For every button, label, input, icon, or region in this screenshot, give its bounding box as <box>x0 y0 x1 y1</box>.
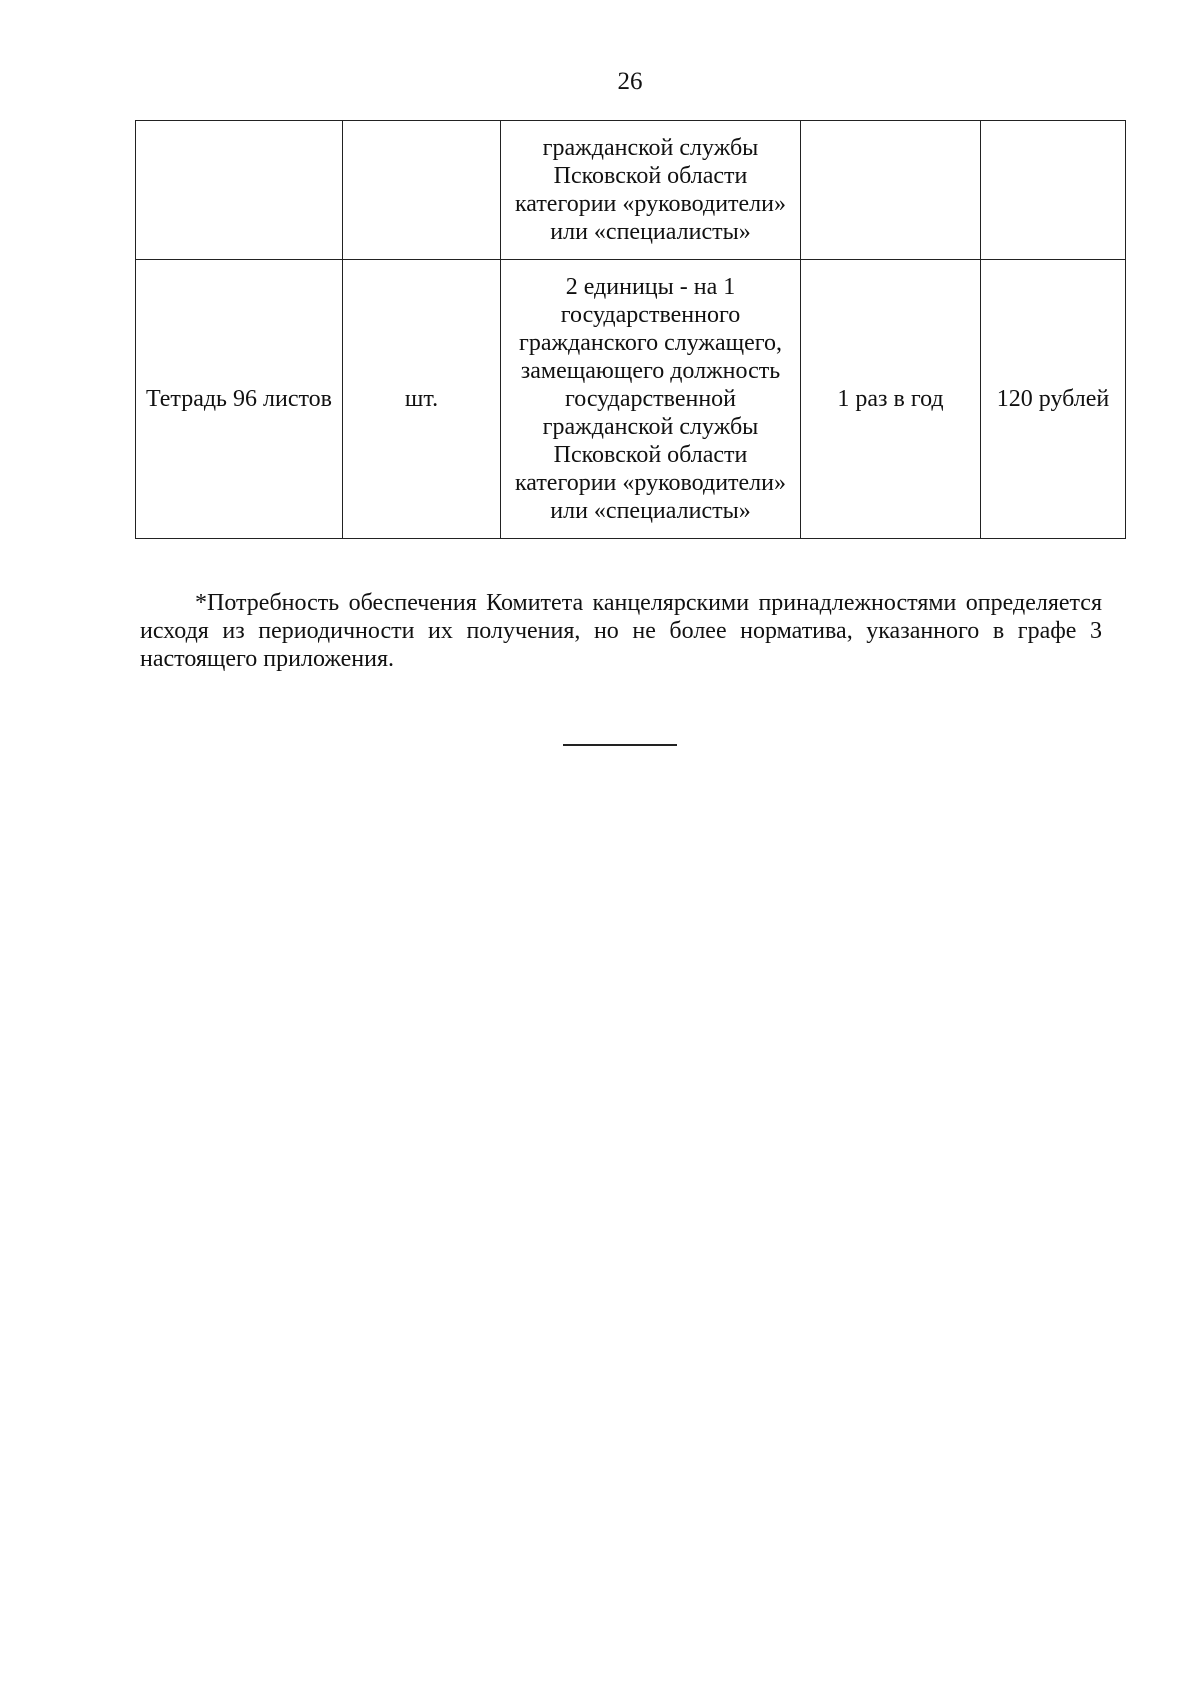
norm-line: гражданской службы <box>542 135 759 161</box>
cell-frequency: 1 раз в год <box>801 260 981 539</box>
page-number: 26 <box>617 68 643 95</box>
norm-line: гражданской службы <box>542 414 759 440</box>
cell-item: Тетрадь 96 листов <box>136 260 343 539</box>
cell-price <box>981 121 1126 260</box>
norm-line: замещающего должность <box>520 358 781 384</box>
end-rule <box>563 744 677 746</box>
cell-item <box>136 121 343 260</box>
norm-line: государственного <box>560 302 741 328</box>
cell-frequency <box>801 121 981 260</box>
norm-line: Псковской области <box>553 442 748 468</box>
cell-norm <box>501 260 801 539</box>
norm-line: государственной <box>564 386 737 412</box>
cell-unit: шт. <box>343 260 501 539</box>
cell-unit <box>343 121 501 260</box>
norm-line: категории «руководители» <box>514 470 787 496</box>
cell-price: 120 рублей <box>981 260 1126 539</box>
norm-line: или «специалисты» <box>550 219 751 245</box>
norm-line: или «специалисты» <box>550 498 751 524</box>
norm-line: Псковской области <box>553 163 748 189</box>
table-row-continued <box>136 121 1126 260</box>
norm-line: гражданского служащего, <box>518 330 783 356</box>
table-row <box>136 260 1126 539</box>
norm-line: категории «руководители» <box>514 191 787 217</box>
norm-line: 2 единицы - на 1 <box>565 274 736 300</box>
cell-norm <box>501 121 801 260</box>
footnote: *Потребность обеспечения Комитета канцелярскими принадлежностями определяется исходя из периодичности их получения, но не более норматива, указанного в графе 3 настоящего приложения. <box>140 590 1102 672</box>
supply-norms-table <box>135 120 1126 539</box>
